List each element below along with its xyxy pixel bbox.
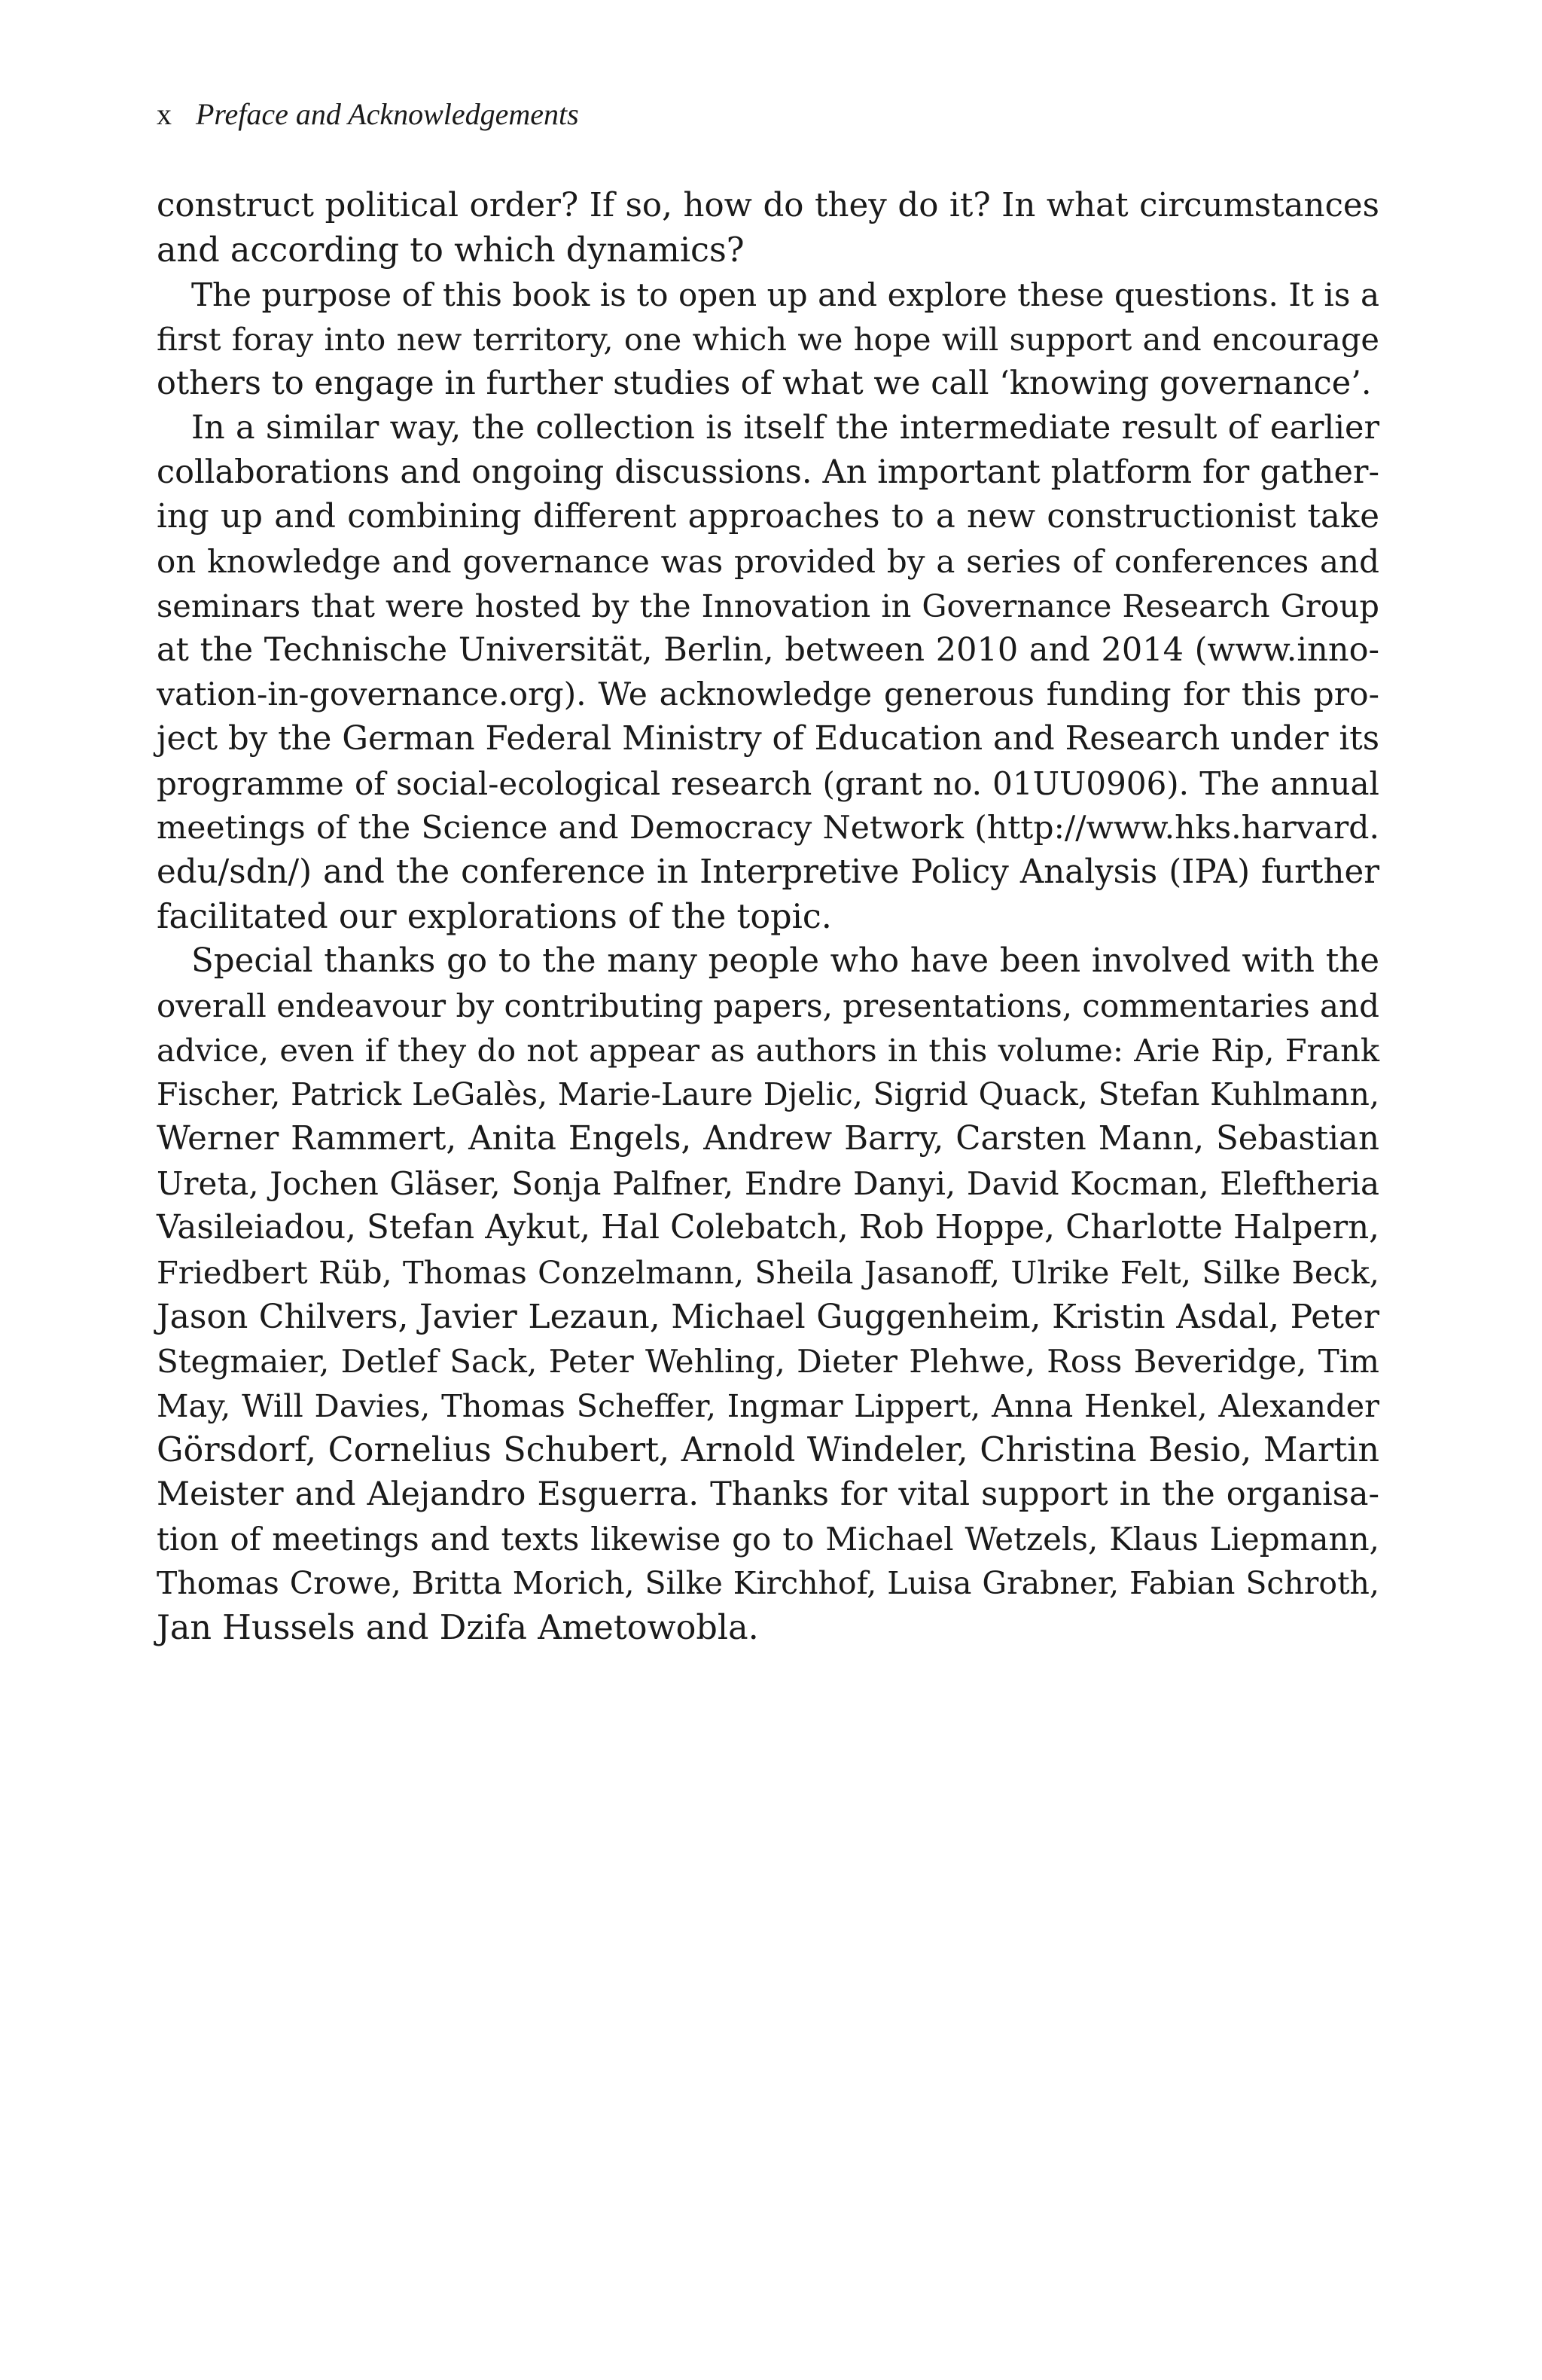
text-line: Fischer, Patrick LeGalès, Marie-Laure Djelic, Sigrid Quack, Stefan Kuhlmann, (157, 1076, 1379, 1112)
text-line: ject by the German Federal Ministry of Education and Research under its (157, 720, 1380, 758)
body-text (157, 184, 1379, 1650)
paragraph (157, 406, 1379, 939)
text-line: vation-in-governance.org). We acknowledge generous funding for this pro- (157, 676, 1379, 713)
text-line: meetings of the Science and Democracy Network (http://www.hks.harvard. (157, 810, 1379, 847)
text-line: Jason Chilvers, Javier Lezaun, Michael Guggenheim, Kristin Asdal, Peter (157, 1298, 1379, 1336)
text-line: construct political order? If so, how do they do it? In what circumstances (157, 187, 1379, 224)
text-line: Stegmaier, Detlef Sack, Peter Wehling, Dieter Plehwe, Ross Beveridge, Tim (157, 1343, 1379, 1380)
text-line: Special thanks go to the many people who have been involved with the (191, 942, 1379, 980)
text-line: first foray into new territory, one which we hope will support and encourage (157, 321, 1379, 358)
text-line: Ureta, Jochen Gläser, Sonja Palfner, Endre Danyi, David Kocman, Eleftheria (157, 1165, 1379, 1202)
text-line: In a similar way, the collection is itself the intermediate result of earlier (191, 409, 1379, 447)
text-line: collaborations and ongoing discussions. An important platform for gather- (157, 453, 1379, 491)
text-line: seminars that were hosted by the Innovation in Governance Research Group (157, 587, 1379, 624)
text-line: ing up and combining different approaches to a new constructionist take (157, 498, 1379, 536)
text-line: Görsdorf, Cornelius Schubert, Arnold Windeler, Christina Besio, Martin (157, 1431, 1379, 1469)
text-line: Meister and Alejandro Esguerra. Thanks for vital support in the organisa- (157, 1475, 1379, 1513)
text-line: and according to which dynamics? (157, 231, 745, 270)
running-head-title: Preface and Acknowledgements (196, 97, 579, 131)
text-line: Werner Rammert, Anita Engels, Andrew Barry, Carsten Mann, Sebastian (157, 1120, 1379, 1158)
text-line: Friedbert Rüb, Thomas Conzelmann, Sheila Jasanoff, Ulrike Felt, Silke Beck, (157, 1254, 1379, 1291)
text-line: Vasileiadou, Stefan Aykut, Hal Colebatch, Rob Hoppe, Charlotte Halpern, (157, 1209, 1379, 1246)
paragraph (157, 184, 1379, 273)
text-line: Thomas Crowe, Britta Morich, Silke Kirchhof, Luisa Grabner, Fabian Schroth, (157, 1565, 1379, 1601)
paragraph (157, 939, 1379, 1650)
paragraph (157, 273, 1379, 406)
text-line: overall endeavour by contributing papers, presentations, commentaries and (157, 987, 1379, 1024)
text-line: on knowledge and governance was provided by a series of conferences and (157, 543, 1379, 580)
text-line: edu/sdn/) and the conference in Interpretive Policy Analysis (IPA) further (157, 853, 1379, 891)
text-line: programme of social-ecological research (grant no. 01UU0906). The annual (157, 765, 1379, 802)
running-head (157, 96, 579, 133)
text-line: Jan Hussels and Dzifa Ametowobla. (157, 1609, 759, 1647)
text-line: others to engage in further studies of what we call ‘knowing governance’. (157, 365, 1372, 402)
text-line: May, Will Davies, Thomas Scheffer, Ingmar Lippert, Anna Henkel, Alexander (157, 1387, 1379, 1424)
text-line: advice, even if they do not appear as authors in this volume: Arie Rip, Frank (157, 1032, 1379, 1069)
text-line: at the Technische Universität, Berlin, between 2010 and 2014 (www.inno- (157, 631, 1379, 669)
text-line: The purpose of this book is to open up and explore these questions. It is a (191, 276, 1379, 313)
page-number: x (157, 97, 172, 131)
text-line: tion of meetings and texts likewise go to Michael Wetzels, Klaus Liepmann, (157, 1521, 1379, 1558)
text-line: facilitated our explorations of the topic. (157, 898, 832, 936)
